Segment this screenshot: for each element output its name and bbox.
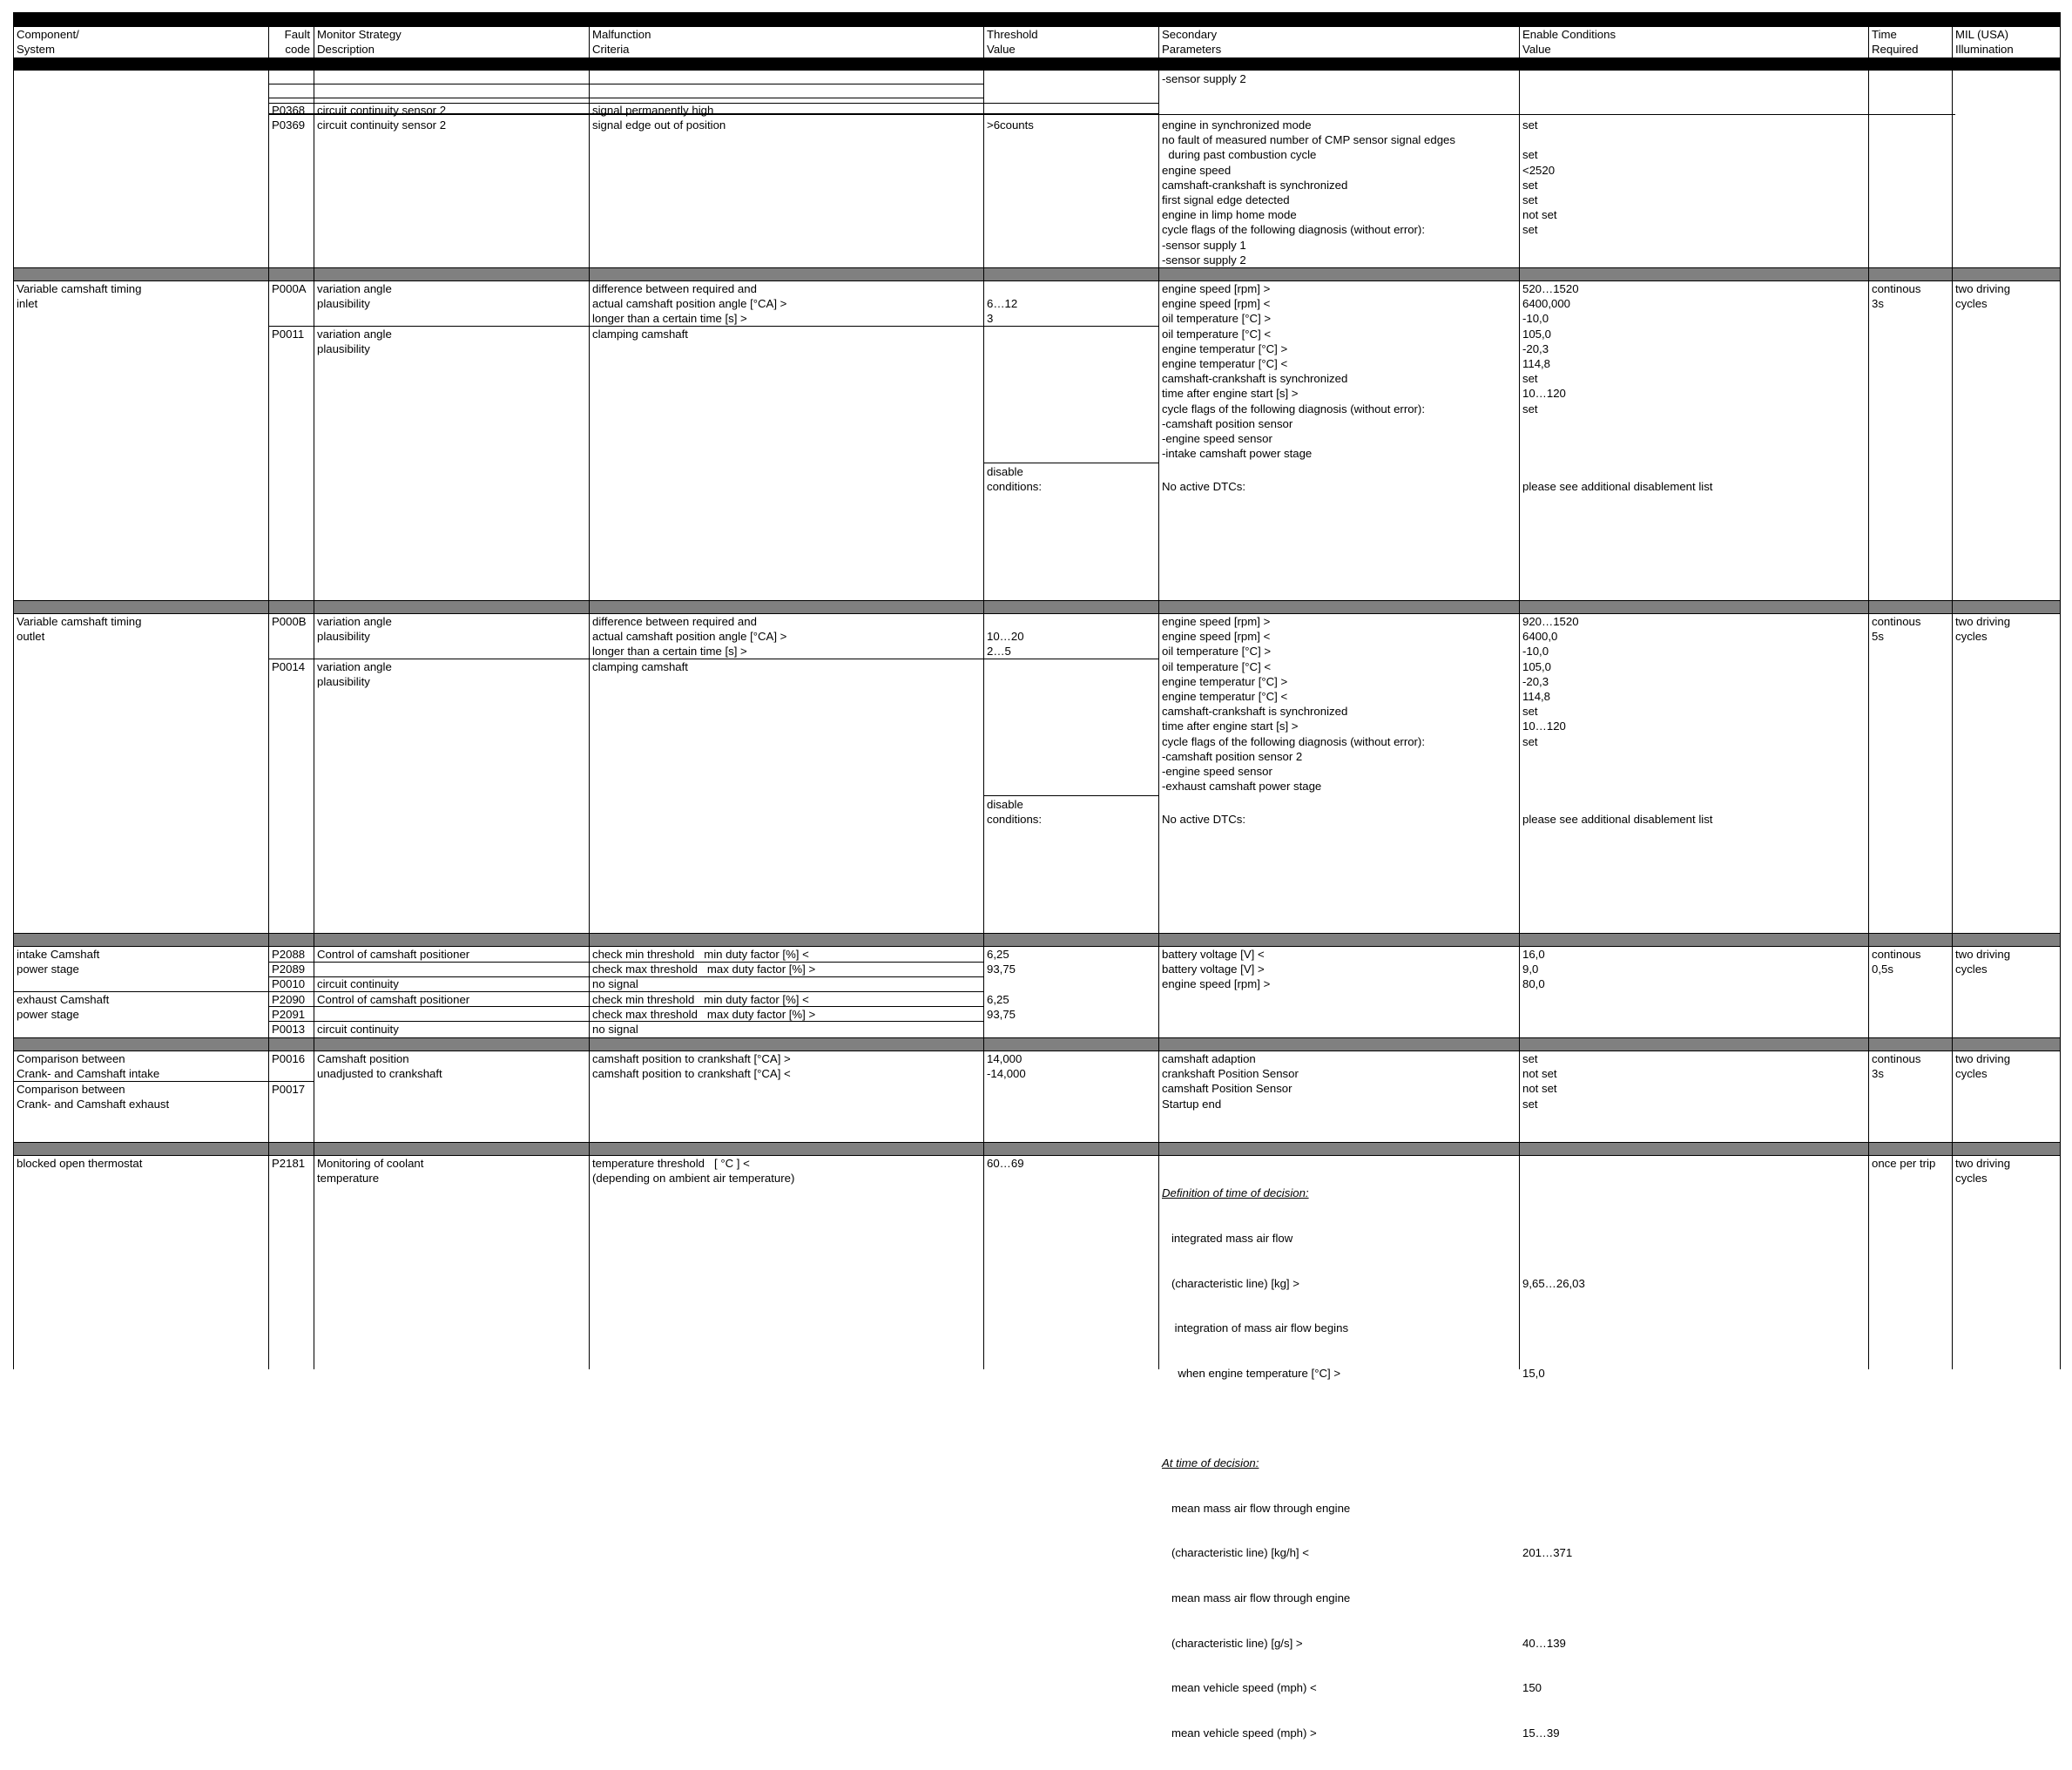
no-active-dtcs: No active DTCs: [1162,480,1245,493]
fault-code: P0017 [272,1083,306,1096]
header-malfunction: Malfunction Criteria [592,28,651,57]
col-rule [2060,27,2061,1369]
secondary-params: engine in synchronized mode no fault of measured number of CMP sensor signal edges during past combustion cycle engine speed camshaft-crankshaft is synchronized first signal edge detected engine in limp home mode cycle flags of the following diagnosis (without error): -sensor supply 1 -sensor supply 2 [1162,118,1455,267]
monitor-description: Monitoring of coolant temperature [317,1157,424,1186]
header-secondary: Secondary Parameters [1162,28,1222,57]
secondary-params: Definition of time of decision: integrated mass air flow (characteristic line) [kg] > integration of mass air flow begins when engine temperature [°C] > At time of decision: mean mass air flow through engine (characteristic line) [kg/h] < mean mass air flow through engine (characteristic line) [g/s] > mean vehicle speed (mph) < mean vehicle speed (mph) > [1162,1186,1351,1740]
col-rule [268,27,269,1369]
mil-illumination: two driving cycles [1955,615,2011,644]
threshold-value: 60…69 [987,1157,1024,1170]
monitor-description: circuit continuity sensor 2 [317,118,447,132]
sec1-secondary: -sensor supply 2 [1162,72,1246,85]
malfunction-criteria: check min threshold min duty factor [%] < check max threshold max duty factor [%] > no signal check min threshold min duty factor [%] < check max threshold max duty factor [%] > no signal [592,948,816,1037]
time-required: once per trip [1872,1157,1936,1170]
header-mil: MIL (USA) Illumination [1955,28,2014,57]
fault-codes: P2088 P2089 P0010 P2090 P2091 P0013 [272,948,306,1037]
row-rule [13,991,983,992]
fault-code: P000A [272,282,307,295]
enable-values: 16,0 9,0 80,0 [1522,948,1545,991]
threshold-value: 14,000 -14,000 [987,1052,1026,1081]
time-required: continous 3s [1872,282,1921,311]
header-monitor: Monitor Strategy Description [317,28,402,57]
row-rule [983,795,1158,796]
decision-title: At time of decision: [1162,1456,1259,1470]
secondary-params: camshaft adaption crankshaft Position Sensor camshaft Position Sensor Startup end [1162,1052,1299,1111]
header-fault-code: Fault code [284,28,310,57]
col-rule [1868,27,1869,1369]
header-component: Component/ System [17,28,79,57]
component-system: Comparison between Crank- and Camshaft intake [17,1052,160,1081]
secondary-params: battery voltage [V] < battery voltage [V] > engine speed [rpm] > [1162,948,1271,991]
no-active-dtcs: No active DTCs: [1162,813,1245,826]
enable-values: 520…1520 6400,000 -10,0 105,0 -20,3 114,8 set 10…120 set [1522,282,1579,415]
col-rule [1952,27,1953,1369]
fault-code: P0014 [272,660,306,673]
disable-conditions: disable conditions: [987,798,1043,827]
fault-code: P000B [272,615,307,628]
fault-code: P0368 [272,104,306,117]
diagnostic-monitor-table [13,12,2061,1740]
monitor-description: circuit continuity [317,1023,399,1036]
malfunction-criteria: temperature threshold [ °C ] < (depending on ambient air temperature) [592,1157,795,1186]
component-system: Comparison between Crank- and Camshaft exhaust [17,1083,170,1111]
definition-title: Definition of time of decision: [1162,1186,1309,1200]
component-system: Variable camshaft timing outlet [17,615,142,644]
malfunction-criteria: signal edge out of position [592,118,726,132]
mil-illumination: two driving cycles [1955,282,2011,311]
secondary-params: engine speed [rpm] > engine speed [rpm] < oil temperature [°C] > oil temperature [°C] < engine temperatur [°C] > engine temperatur [°C] < camshaft-crankshaft is synchronized time after engine start [s] > cycle flags of the following diagnosis (without error): -camshaft position sensor -engine speed sensor -intake camshaft power stage [1162,282,1425,461]
malfunction-criteria: difference between required and actual camshaft position angle [°CA] > longer than a certain time [s] > [592,615,787,659]
time-required: continous 3s [1872,1052,1921,1081]
malfunction-criteria: difference between required and actual camshaft position angle [°CA] > longer than a certain time [s] > [592,282,787,326]
monitor-description: variation angle plausibility [317,282,392,311]
enable-values: set not set not set set [1522,1052,1557,1111]
header-bottom-band [13,57,2061,71]
mil-illumination: two driving cycles [1955,948,2011,976]
mil-illumination: two driving cycles [1955,1052,2011,1081]
threshold-value: 10…20 2…5 [987,630,1024,659]
row-rule [268,326,1158,327]
disable-conditions: disable conditions: [987,465,1043,494]
monitor-description: variation angle plausibility [317,615,392,644]
separator-band [13,1037,2061,1051]
header-top-band [13,12,2061,27]
time-required: continous 5s [1872,615,1921,644]
header-threshold: Threshold Value [987,28,1038,57]
malfunction-criteria: camshaft position to crankshaft [°CA] > camshaft position to crankshaft [°CA] < [592,1052,791,1081]
separator-band [13,1142,2061,1156]
enable-values: 9,65…26,03 15,0 201…371 40…139 150 15…39 [1522,1276,1585,1740]
monitor-description: circuit continuity sensor 2 [317,104,447,117]
component-system: exhaust Camshaft power stage [17,993,110,1022]
monitor-description: variation angle plausibility [317,328,392,356]
fault-code: P0369 [272,118,306,132]
malfunction-criteria: clamping camshaft [592,328,688,341]
col-rule [983,27,984,1369]
malfunction-criteria: clamping camshaft [592,660,688,673]
separator-band [13,600,2061,614]
fault-code: P0016 [272,1052,306,1065]
header-time: Time Required [1872,28,1919,57]
header-enable: Enable Conditions Value [1522,28,1616,57]
threshold-value: 6…12 3 [987,297,1018,326]
monitor-description: variation angle plausibility [317,660,392,689]
time-required: continous 0,5s [1872,948,1921,976]
component-system: intake Camshaft power stage [17,948,100,976]
monitor-description: Control of camshaft positioner [317,948,470,961]
monitor-description: Camshaft position unadjusted to crankshaft [317,1052,442,1081]
threshold-value: >6counts [987,118,1034,132]
row-rule [268,114,1955,115]
enable-values: 920…1520 6400,0 -10,0 105,0 -20,3 114,8 set 10…120 set [1522,615,1579,748]
monitor-description: Control of camshaft positioner [317,993,470,1006]
fault-code: P0011 [272,328,305,341]
component-system: blocked open thermostat [17,1157,143,1170]
mil-illumination: two driving cycles [1955,1157,2011,1186]
col-rule [1519,27,1520,1369]
malfunction-criteria: signal permanently high [592,104,714,117]
col-rule [1158,27,1159,1369]
separator-band [13,933,2061,947]
col-rule [589,27,590,1369]
disablement-list-note: please see additional disablement list [1522,480,1713,493]
disablement-list-note: please see additional disablement list [1522,813,1713,826]
separator-band [13,267,2061,281]
component-system: Variable camshaft timing inlet [17,282,142,311]
threshold-value: 6,25 93,75 6,25 93,75 [987,948,1016,1021]
fault-code: P2181 [272,1157,306,1170]
monitor-description: circuit continuity [317,977,399,990]
enable-values: set set <2520 set set not set set [1522,118,1557,237]
col-rule [13,27,14,1369]
secondary-params: engine speed [rpm] > engine speed [rpm] < oil temperature [°C] > oil temperature [°C] < engine temperatur [°C] > engine temperatur [°C] < camshaft-crankshaft is synchronized time after engine start [s] > cycle flags of the following diagnosis (without error): -camshaft position sensor 2 -engine speed sensor -exhaust camshaft power stage [1162,615,1425,794]
